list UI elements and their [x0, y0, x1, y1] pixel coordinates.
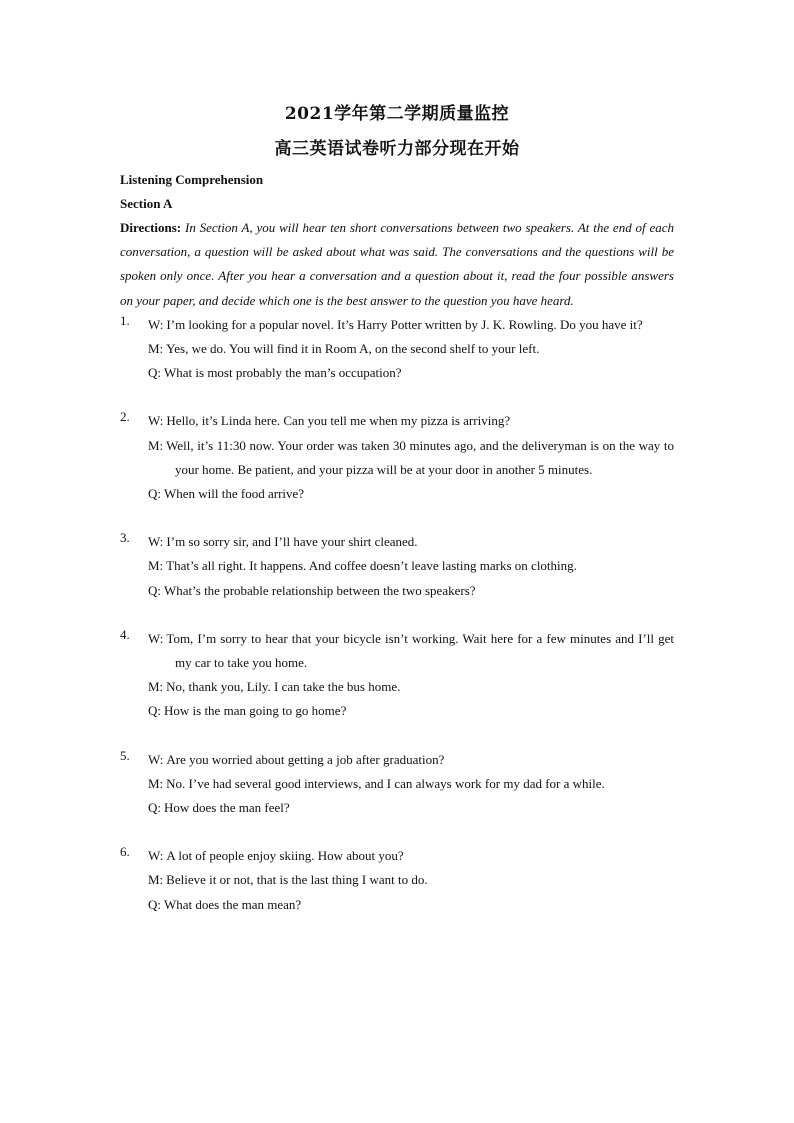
speaker-label: M:	[148, 558, 164, 574]
dialogue-line	[148, 844, 674, 868]
question-list	[120, 313, 674, 917]
question-item	[120, 409, 674, 506]
dialogue-text: What is most probably the man’s occupation?	[164, 365, 402, 381]
question-item	[120, 530, 674, 603]
question-number: 3.	[120, 530, 130, 546]
dialogue-text: That’s all right. It happens. And coffee doesn’t leave lasting marks on clothing.	[166, 558, 577, 574]
question-number: 5.	[120, 747, 130, 763]
speaker-label: Q:	[148, 582, 161, 598]
speaker-label: M:	[148, 341, 164, 357]
dialogue-text: Tom, I’m sorry to hear that your bicycle isn’t working. Wait here for a few minutes and I’ll get my car to take you home.	[166, 630, 674, 671]
dialogue-line	[148, 772, 674, 796]
document-body	[120, 168, 674, 917]
speaker-label: Q:	[148, 896, 161, 912]
speaker-label: W:	[148, 751, 164, 767]
dialogue-text: Yes, we do. You will find it in Room A, on the second shelf to your left.	[166, 341, 540, 357]
dialogue-line	[148, 868, 674, 892]
exam-title: 2021学年第二学期质量监控	[284, 104, 510, 124]
speaker-label: W:	[148, 630, 164, 646]
dialogue-line	[148, 627, 674, 675]
directions-text: In Section A, you will hear ten short conversations between two speakers. At the end of each conversation, a question will be asked about what was said. The conversations and the questions will be spoken only once. After you hear a conversation and a question about it, read the four possible answers on your paper, and decide which one is the best answer to the question you have heard.	[120, 220, 675, 308]
directions-label: Directions:	[120, 220, 182, 235]
speaker-label: M:	[148, 679, 164, 695]
dialogue-line	[148, 893, 674, 917]
dialogue-line	[148, 579, 674, 603]
speaker-label: W:	[148, 316, 164, 332]
dialogue-text: Well, it’s 11:30 now. Your order was taken 30 minutes ago, and the deliveryman is on the way to your home. Be patient, and your pizza will be at your door in another 5 minutes.	[166, 437, 674, 477]
speaker-label: M:	[148, 872, 164, 888]
speaker-label: Q:	[148, 486, 161, 502]
question-number: 4.	[120, 626, 130, 642]
dialogue-line	[148, 409, 674, 433]
dialogue-line	[148, 675, 674, 699]
dialogue-text: When will the food arrive?	[164, 486, 305, 502]
speaker-label: M:	[148, 437, 164, 453]
speaker-label: Q:	[148, 365, 161, 381]
question-number: 6.	[120, 844, 130, 860]
dialogue-text: I’m so sorry sir, and I’ll have your shirt cleaned.	[166, 534, 418, 550]
dialogue-text: No, thank you, Lily. I can take the bus home.	[166, 679, 401, 695]
dialogue-text: What’s the probable relationship between the two speakers?	[164, 582, 476, 598]
question-item	[120, 844, 674, 917]
speaker-label: W:	[148, 848, 164, 864]
dialogue-text: Are you worried about getting a job after graduation?	[166, 751, 445, 767]
speaker-label: W:	[148, 413, 164, 429]
dialogue-line	[148, 748, 674, 772]
dialogue-line	[148, 337, 674, 361]
dialogue-line	[148, 530, 674, 554]
dialogue-line	[148, 434, 674, 482]
directions-paragraph	[120, 216, 674, 313]
dialogue-line	[148, 313, 674, 337]
question-item	[120, 627, 674, 724]
dialogue-line	[148, 482, 674, 506]
dialogue-text: A lot of people enjoy skiing. How about you?	[166, 848, 404, 864]
dialogue-text: No. I’ve had several good interviews, and I can always work for my dad for a while.	[166, 775, 605, 791]
dialogue-line	[148, 796, 674, 820]
dialogue-line	[148, 361, 674, 385]
question-number: 1.	[120, 312, 130, 328]
section-subheading: Section A	[120, 196, 173, 211]
dialogue-text: How does the man feel?	[164, 800, 290, 816]
speaker-label: Q:	[148, 703, 161, 719]
exam-subtitle: 高三英语试卷听力部分现在开始	[274, 139, 520, 159]
dialogue-line	[148, 554, 674, 578]
speaker-label: W:	[148, 534, 164, 550]
dialogue-text: I’m looking for a popular novel. It’s Harry Potter written by J. K. Rowling. Do you have it?	[166, 316, 643, 332]
dialogue-text: How is the man going to go home?	[164, 703, 347, 719]
question-item	[120, 748, 674, 821]
dialogue-text: What does the man mean?	[164, 896, 302, 912]
dialogue-text: Hello, it’s Linda here. Can you tell me when my pizza is arriving?	[166, 413, 511, 429]
dialogue-line	[148, 699, 674, 723]
question-number: 2.	[120, 409, 130, 425]
speaker-label: Q:	[148, 800, 161, 816]
dialogue-text: Believe it or not, that is the last thing I want to do.	[166, 872, 428, 888]
question-item	[120, 313, 674, 386]
section-heading: Listening Comprehension	[120, 172, 264, 187]
speaker-label: M:	[148, 775, 164, 791]
